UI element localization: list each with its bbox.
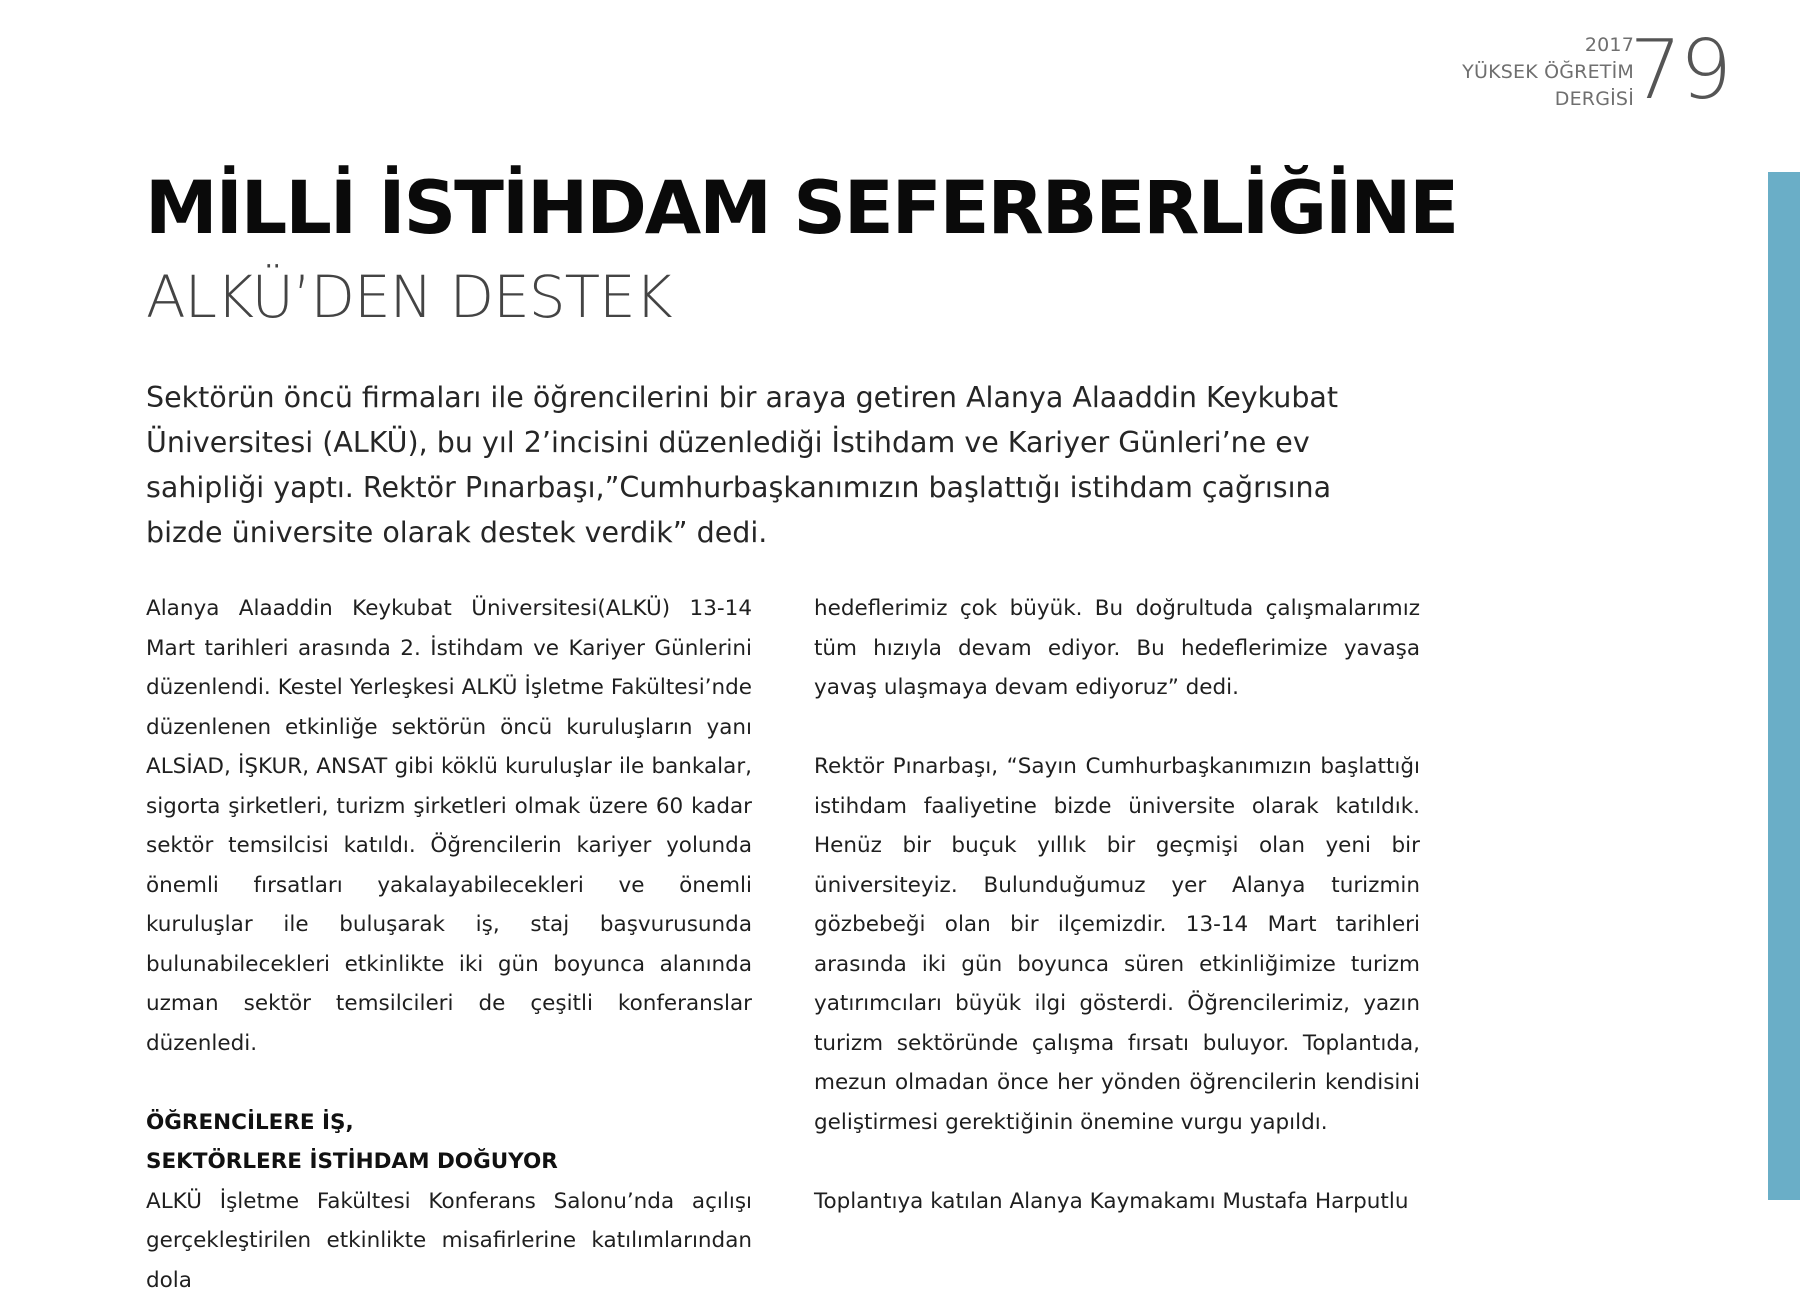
right-paragraph-2: Rektör Pınarbaşı, “Sayın Cumhurbaşkanımızın başlattığı istihdam faaliyetine bizde üniversite olarak katıldık. Henüz bir buçuk yıllık bir geçmişi olan yeni bir üniversiteyiz. Bulunduğumuz yer Alanya turizmin gözbebeği olan bir ilçemizdir. 13-14 Mart tarihleri arasında iki gün boyunca süren etkinliğimize turizm yatırımcıları büyük ilgi gösterdi. Öğrencilerimiz, yazın turizm sektöründe çalışma fırsatı buluyor. Toplantıda, mezun olmadan önce her yönden öğrencilerin kendisini geliştirmesi gerektiğinin önemine vurgu yapıldı. (814, 747, 1420, 1142)
section-heading-line2: SEKTÖRLERE İSTİHDAM DOĞUYOR (146, 1149, 558, 1174)
left-paragraph-2: ALKÜ İşletme Fakültesi Konferans Salonu’nda açılışı gerçekleştirilen etkinlikte misafirlerine katılımlarından dola (146, 1182, 752, 1300)
section-heading-line1: ÖĞRENCİLERE İŞ, (146, 1110, 354, 1135)
left-paragraph-1: Alanya Alaaddin Keykubat Üniversitesi(ALKÜ) 13-14 Mart tarihleri arasında 2. İstihdam ve Kariyer Günlerini düzenlendi. Kestel Yerleşkesi ALKÜ İşletme Fakültesi’nde düzenlenen etkinliğe sektörün öncü kuruluşların yanı ALSİAD, İŞKUR, ANSAT gibi köklü kuruluşlar ile bankalar, sigorta şirketleri, turizm şirketleri olmak üzere 60 kadar sektör temsilcisi katıldı. Öğrencilerin kariyer yolunda önemli fırsatları yakalayabilecekleri ve önemli kuruluşlar ile buluşarak iş, staj başvurusunda bulunabilecekleri etkinlikte iki gün boyunca alanında uzman sektör temsilcileri de çeşitli konferanslar düzenledi. (146, 589, 752, 1063)
magazine-info (1462, 32, 1634, 113)
page-header (1400, 30, 1730, 120)
article-subtitle: ALKÜ’DEN DESTEK (146, 262, 672, 332)
issue-year: 2017 (1462, 32, 1634, 59)
article-lead: Sektörün öncü firmaları ile öğrencilerini bir araya getiren Alanya Alaaddin Keykubat Üniversitesi (ALKÜ), bu yıl 2’incisini düzenlediği İstihdam ve Kariyer Günleri’ne ev sahipliği yaptı. Rektör Pınarbaşı,”Cumhurbaşkanımızın başlattığı istihdam çağrısına bizde üniversite olarak destek verdik” dedi. (146, 375, 1396, 555)
right-paragraph-1: hedeflerimiz çok büyük. Bu doğrultuda çalışmalarımız tüm hızıyla devam ediyor. Bu hedeflerimize yavaşa yavaş ulaşmaya devam ediyoruz” dedi. (814, 589, 1420, 708)
article-title: MİLLİ İSTİHDAM SEFERBERLİĞİNE (145, 166, 1457, 252)
page-number: 79 (1630, 26, 1730, 116)
magazine-name-line2: DERGİSİ (1462, 86, 1634, 113)
magazine-name-line1: YÜKSEK ÖĞRETİM (1462, 59, 1634, 86)
right-paragraph-3: Toplantıya katılan Alanya Kaymakamı Mustafa Harputlu (814, 1182, 1420, 1222)
accent-sidebar (1768, 172, 1800, 1200)
left-column (146, 589, 752, 1300)
right-column (814, 589, 1420, 1221)
section-heading (146, 1103, 752, 1182)
